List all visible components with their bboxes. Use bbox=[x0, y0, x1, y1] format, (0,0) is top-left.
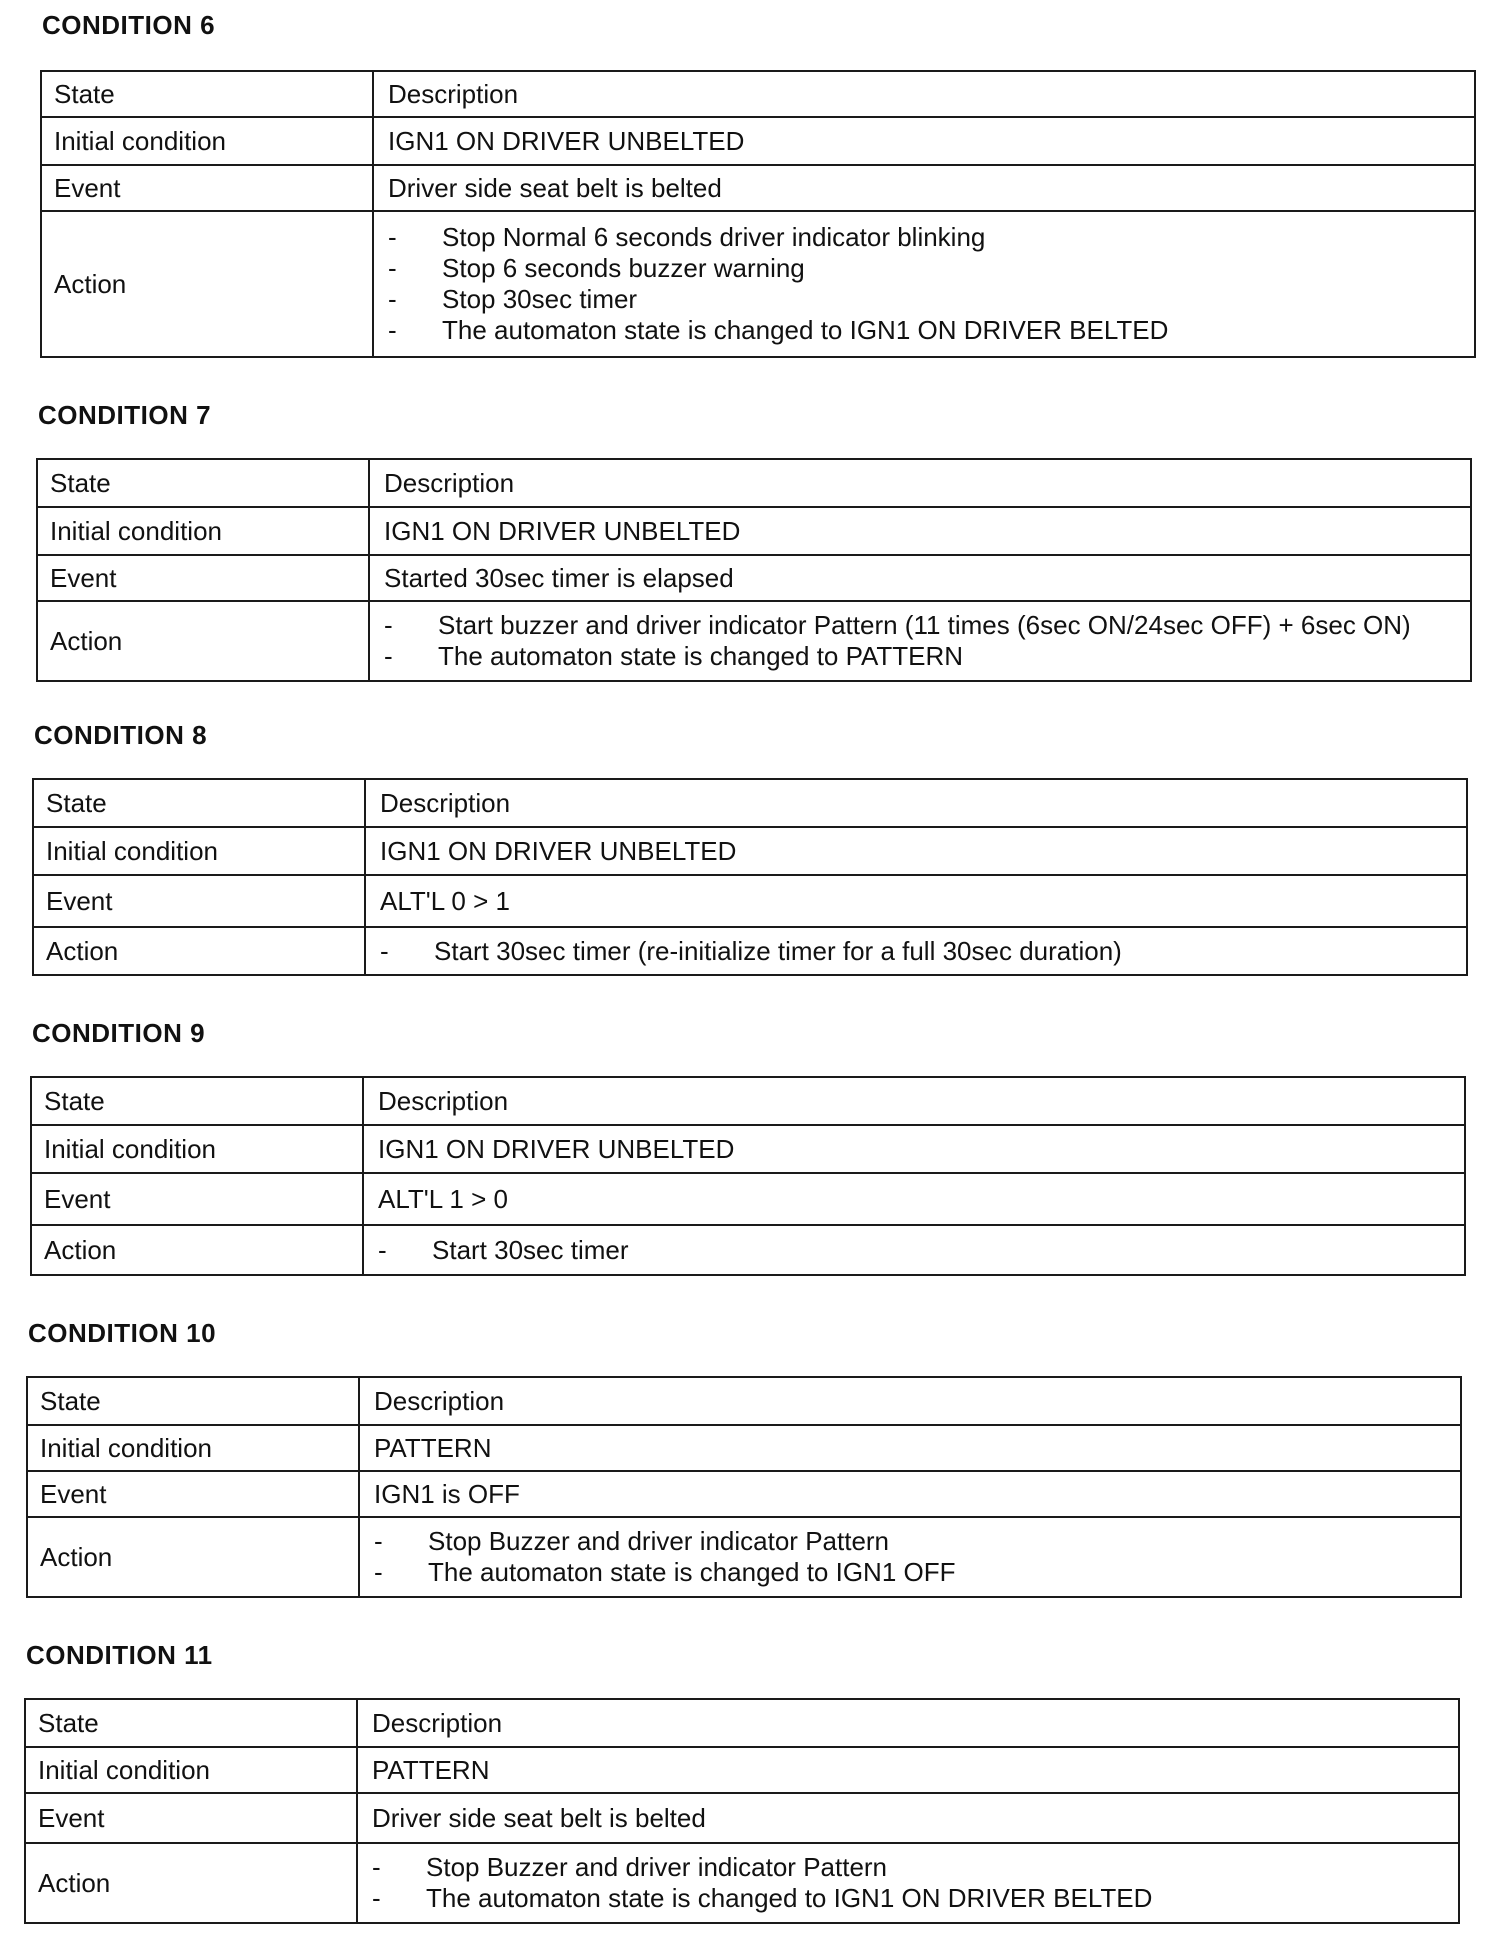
description-label: Description bbox=[365, 779, 1467, 827]
action-value bbox=[359, 1517, 1461, 1597]
description-label: Description bbox=[373, 71, 1475, 117]
event-label: Event bbox=[37, 555, 369, 601]
initial-condition-value: PATTERN bbox=[359, 1425, 1461, 1471]
action-item: - The automaton state is changed to IGN1 ON DRIVER BELTED bbox=[388, 315, 1462, 346]
action-label: Action bbox=[33, 927, 365, 975]
event-value: ALT'L 1 > 0 bbox=[363, 1173, 1465, 1225]
action-label: Action bbox=[37, 601, 369, 681]
action-item: - Stop 30sec timer bbox=[388, 284, 1462, 315]
table-row bbox=[37, 601, 1471, 681]
initial-condition-label: Initial condition bbox=[31, 1125, 363, 1173]
initial-condition-value: IGN1 ON DRIVER UNBELTED bbox=[373, 117, 1475, 165]
action-item: - The automaton state is changed to PATTERN bbox=[384, 641, 1458, 672]
event-label: Event bbox=[33, 875, 365, 927]
description-label: Description bbox=[357, 1699, 1459, 1747]
action-item: - The automaton state is changed to IGN1 ON DRIVER BELTED bbox=[372, 1883, 1446, 1914]
table-row bbox=[31, 1077, 1465, 1125]
initial-condition-label: Initial condition bbox=[27, 1425, 359, 1471]
table-row bbox=[41, 71, 1475, 117]
action-list bbox=[374, 1520, 1448, 1594]
action-item: - Stop Buzzer and driver indicator Pattern bbox=[372, 1852, 1446, 1883]
condition-table bbox=[24, 1698, 1460, 1924]
table-row bbox=[41, 165, 1475, 211]
event-label: Event bbox=[25, 1793, 357, 1843]
action-item: - Stop Normal 6 seconds driver indicator blinking bbox=[388, 222, 1462, 253]
event-label: Event bbox=[31, 1173, 363, 1225]
table-row bbox=[25, 1747, 1459, 1793]
condition-title: CONDITION 8 bbox=[34, 720, 208, 750]
event-label: Event bbox=[41, 165, 373, 211]
action-list bbox=[384, 604, 1458, 678]
table-row bbox=[27, 1377, 1461, 1425]
action-list bbox=[378, 1229, 1452, 1272]
initial-condition-label: Initial condition bbox=[41, 117, 373, 165]
action-label: Action bbox=[25, 1843, 357, 1923]
action-list bbox=[372, 1846, 1446, 1920]
action-item: - Stop 6 seconds buzzer warning bbox=[388, 253, 1462, 284]
action-value bbox=[365, 927, 1467, 975]
table-row bbox=[33, 779, 1467, 827]
event-value: ALT'L 0 > 1 bbox=[365, 875, 1467, 927]
action-list bbox=[380, 930, 1454, 973]
action-item: - Stop Buzzer and driver indicator Pattern bbox=[374, 1526, 1448, 1557]
action-value bbox=[369, 601, 1471, 681]
initial-condition-label: Initial condition bbox=[25, 1747, 357, 1793]
action-value bbox=[363, 1225, 1465, 1275]
table-row bbox=[31, 1173, 1465, 1225]
action-value bbox=[373, 211, 1475, 357]
action-item: - Start 30sec timer (re-initialize timer for a full 30sec duration) bbox=[380, 936, 1454, 967]
condition-title: CONDITION 11 bbox=[26, 1640, 213, 1670]
description-label: Description bbox=[363, 1077, 1465, 1125]
condition-table bbox=[36, 458, 1472, 682]
state-label: State bbox=[25, 1699, 357, 1747]
table-row bbox=[37, 555, 1471, 601]
event-value: Driver side seat belt is belted bbox=[357, 1793, 1459, 1843]
event-label: Event bbox=[27, 1471, 359, 1517]
condition-table bbox=[30, 1076, 1466, 1276]
action-label: Action bbox=[31, 1225, 363, 1275]
action-item: - Start buzzer and driver indicator Pattern (11 times (6sec ON/24sec OFF) + 6sec ON) bbox=[384, 610, 1458, 641]
state-label: State bbox=[27, 1377, 359, 1425]
condition-table bbox=[40, 70, 1476, 358]
initial-condition-value: IGN1 ON DRIVER UNBELTED bbox=[363, 1125, 1465, 1173]
description-label: Description bbox=[369, 459, 1471, 507]
initial-condition-label: Initial condition bbox=[37, 507, 369, 555]
table-row bbox=[27, 1425, 1461, 1471]
table-row bbox=[33, 827, 1467, 875]
initial-condition-value: PATTERN bbox=[357, 1747, 1459, 1793]
action-item: - Start 30sec timer bbox=[378, 1235, 1452, 1266]
table-row bbox=[31, 1225, 1465, 1275]
condition-table bbox=[26, 1376, 1462, 1598]
event-value: IGN1 is OFF bbox=[359, 1471, 1461, 1517]
initial-condition-label: Initial condition bbox=[33, 827, 365, 875]
state-label: State bbox=[41, 71, 373, 117]
event-value: Started 30sec timer is elapsed bbox=[369, 555, 1471, 601]
table-row bbox=[25, 1793, 1459, 1843]
table-row bbox=[41, 117, 1475, 165]
event-value: Driver side seat belt is belted bbox=[373, 165, 1475, 211]
state-label: State bbox=[31, 1077, 363, 1125]
table-row bbox=[27, 1471, 1461, 1517]
table-row bbox=[25, 1843, 1459, 1923]
condition-title: CONDITION 10 bbox=[28, 1318, 217, 1348]
table-row bbox=[25, 1699, 1459, 1747]
condition-title: CONDITION 7 bbox=[38, 400, 212, 430]
initial-condition-value: IGN1 ON DRIVER UNBELTED bbox=[369, 507, 1471, 555]
table-row bbox=[31, 1125, 1465, 1173]
table-row bbox=[27, 1517, 1461, 1597]
action-value bbox=[357, 1843, 1459, 1923]
action-label: Action bbox=[41, 211, 373, 357]
action-label: Action bbox=[27, 1517, 359, 1597]
table-row bbox=[33, 875, 1467, 927]
initial-condition-value: IGN1 ON DRIVER UNBELTED bbox=[365, 827, 1467, 875]
action-list bbox=[388, 216, 1462, 352]
state-label: State bbox=[33, 779, 365, 827]
condition-table bbox=[32, 778, 1468, 976]
action-item: - The automaton state is changed to IGN1 OFF bbox=[374, 1557, 1448, 1588]
table-row bbox=[37, 459, 1471, 507]
condition-title: CONDITION 6 bbox=[42, 10, 216, 40]
condition-title: CONDITION 9 bbox=[32, 1018, 206, 1048]
table-row bbox=[37, 507, 1471, 555]
table-row bbox=[41, 211, 1475, 357]
state-label: State bbox=[37, 459, 369, 507]
description-label: Description bbox=[359, 1377, 1461, 1425]
table-row bbox=[33, 927, 1467, 975]
